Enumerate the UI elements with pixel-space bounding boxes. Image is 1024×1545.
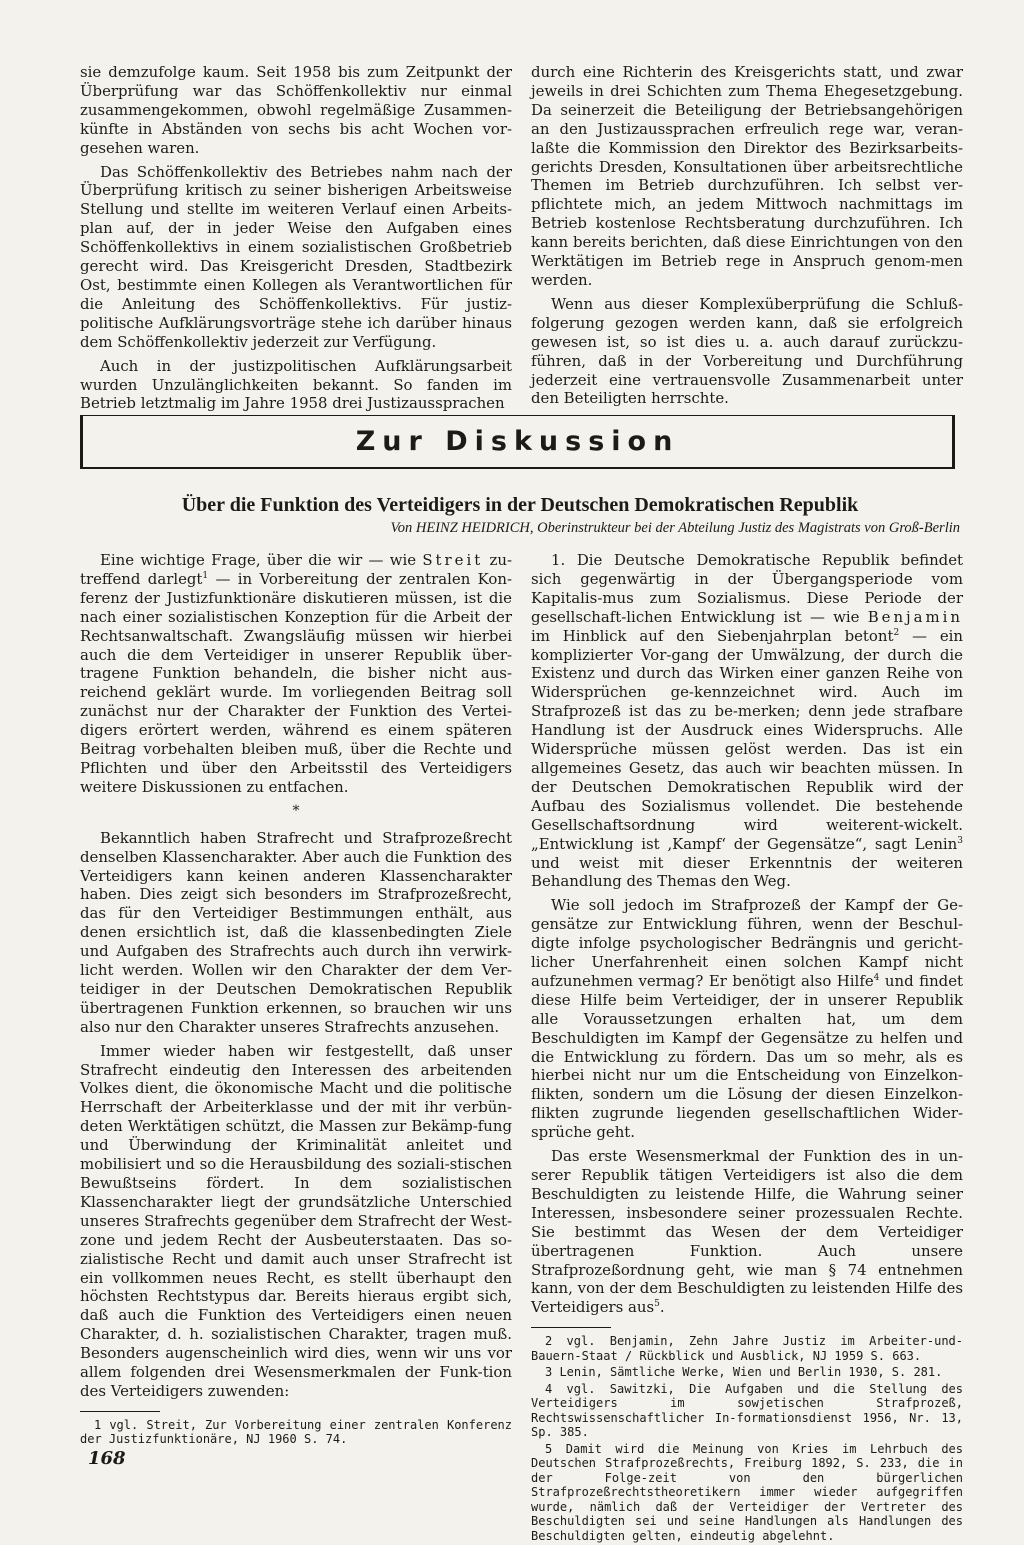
footnotes xyxy=(80,1418,512,1447)
footnote: 4 vgl. Sawitzki, Die Aufgaben und die Stellung des Verteidigers im sowjetischen Strafprozeß, Rechtswissenschaftlicher In-formationsdienst 1956, Nr. 13, Sp. 385. xyxy=(531,1381,963,1440)
paragraph: Wie soll jedoch im Strafprozeß der Kampf der Ge-gensätze zur Entwicklung führen, wenn der Beschul-digte infolge psychologischer Bedrängnis und gericht-licher Unerfahrenheit einen solchen Kampf nicht aufzunehmen vermag? Er benötigt also Hilfe$^4$ und findet diese Hilfe beim Verteidiger, der in unserer Republik alle Voraussetzungen erhalten hat, um dem Beschuldigten im Kampf der Gegensätze zu helfen und die Entwicklung zu fördern. Das um so mehr, als es hierbei nicht nur um die Entscheidung von Einzelkon-flikten, sondern um die Lösung der diesen Einzelkon-flikten zugrunde liegenden gesellschaftlichen Wider-sprüche geht. xyxy=(531,896,964,1142)
paragraph: Eine wichtige Frage, über die wir — wie Streit zu-treffend darlegt$^1$ — in Vorbereitung der zentralen Kon-ferenz der Justizfunktionäre diskutieren müssen, ist die nach einer sozialistischen Konzeption für die Arbeit der Rechtsanwaltschaft. Zwangsläufig müssen wir hierbei auch die dem Verteidiger in unserer Republik über-tragene Funktion behandeln, die bisher nicht aus-reichend geklärt wurde. Im vorliegenden Beitrag soll zunächst nur der Charakter der Funktion des Vertei-digers erörtert werden, während es einem späteren Beitrag vorbehalten bleiben muß, über die Rechte und Pflichten und über den Arbeitsstil des Verteidigers weitere Diskussionen zu entfachen. xyxy=(80,551,512,796)
footnote: 5 Damit wird die Meinung von Kries im Lehrbuch des Deutschen Strafprozeßrechts, Freiburg 1892, S. 233, die in der Folge-zeit von den bürgerlichen Strafprozeßrechtstheoretikern immer wieder aufgegriffen wurde, nämlich daß der Verteidiger der Vertreter des Beschuldigten sei und seine Handlungen als Handlungen des Beschuldigten gelten, eindeutig abgelehnt. xyxy=(531,1441,963,1543)
top-right-column xyxy=(531,63,963,413)
top-left-column xyxy=(80,63,512,418)
cited-author: Benjamin xyxy=(867,607,963,626)
footnote-marker: 2 xyxy=(893,627,900,638)
section-separator: * xyxy=(292,802,300,819)
footnote: 3 Lenin, Sämtliche Werke, Wien und Berlin 1930, S. 281. xyxy=(545,1365,943,1380)
footnote: 2 vgl. Benjamin, Zehn Jahre Justiz im Arbeiter-und-Bauern-Staat / Rückblick und Ausblick, NJ 1959 S. 663. xyxy=(531,1334,963,1363)
page-number: 168 xyxy=(88,1448,126,1469)
paragraph: Bekanntlich haben Strafrecht und Strafprozeßrecht denselben Klassencharakter. Aber auch die Funktion des Verteidigers kann keinen anderen Klassencharakter haben. Dies zeigt sich besonders im Strafprozeßrecht, das für den Verteidiger Bestimmungen enthält, aus denen ersichtlich ist, daß die klassenbedingten Ziele und Aufgaben des Strafrechts auch durch ihn verwirk-licht werden. Wollen wir den Charakter der dem Ver-teidiger in der Deutschen Demokratischen Republik übertragenen Funktion erkennen, so brauchen wir uns also nur den Charakter unseres Strafrechts anzusehen. xyxy=(80,828,512,1036)
paragraph: 1. Die Deutsche Demokratische Republik befindet sich gegenwärtig in der Übergangsperiode vom Kapitalis-mus zum Sozialismus. Diese Periode der gesellschaft-lichen Entwicklung ist — wie Benjamin im Hinblick auf den Siebenjahrplan betont$^2$ — ein komplizierter Vor-gang der Umwälzung, der durch die Existenz und durch das Wirken einer ganzen Reihe von Widersprüchen ge-kennzeichnet wird. Auch im Strafprozeß ist das zu be-merken; denn jede strafbare Handlung ist der Ausdruck eines Widerspruchs. Alle Widersprüche müssen gelöst werden. Das ist ein allgemeines Gesetz, das auch wir beachten müssen. In der Deutschen Demokratischen Republik wird der Aufbau des Sozialismus vollendet. Die bestehende Gesellschaftsordnung wird weiterent-wickelt. „Entwicklung ist ‚Kampf‘ der Gegensätze“, sagt Lenin$^3$ und weist mit dieser Erkenntnis der weiteren Behandlung des Themas den Weg. xyxy=(531,551,964,891)
article-title: Über die Funktion des Verteidigers in der Deutschen Demokratischen Republik xyxy=(181,494,859,516)
footnotes xyxy=(531,1334,963,1543)
discussion-section-banner xyxy=(80,415,955,469)
article-byline: Von HEINZ HEIDRICH, Oberinstrukteur bei der Abteilung Justiz des Magistrats von Groß-Berlin xyxy=(390,520,960,536)
article-left-column xyxy=(80,551,512,1449)
paragraph: Wenn aus dieser Komplexüberprüfung die Schluß-folgerung gezogen werden kann, daß sie erfolgreich gewesen ist, so ist dies u. a. auch darauf zurückzu-führen, daß in der Vorbereitung und Durchführung jederzeit eine vertrauensvolle Zusammenarbeit unter den Beteiligten herrschte. xyxy=(531,294,963,408)
footnote: 1 vgl. Streit, Zur Vorbereitung einer zentralen Konferenz der Justizfunktionäre, NJ 1960 S. 74. xyxy=(80,1417,512,1447)
footnote-divider xyxy=(531,1327,611,1328)
paragraph: Auch in der justizpolitischen Aufklärungsarbeit wurden Unzulänglichkeiten bekannt. So fanden im Betrieb letztmalig im Jahre 1958 drei Justizaussprachen xyxy=(80,356,512,413)
footnote-divider xyxy=(80,1411,160,1412)
article-right-column xyxy=(531,551,963,1545)
footnote-marker: 5 xyxy=(654,1299,660,1310)
footnote-marker: 1 xyxy=(202,570,209,581)
paragraph: sie demzufolge kaum. Seit 1958 bis zum Zeitpunkt der Überprüfung war das Schöffenkollektiv nur einmal zusammengekommen, obwohl regelmäßige Zusammen-künfte in Abständen von sechs bis acht Wochen vor-gesehen waren. xyxy=(80,63,512,157)
paragraph: Das erste Wesensmerkmal der Funktion des in un-serer Republik tätigen Verteidigers ist also die dem Beschuldigten zu leistende Hilfe, die Wahrung seiner Interessen, insbesondere seiner prozessualen Rechte. Sie bestimmt das Wesen der dem Verteidiger übertragenen Funktion. Auch unsere Strafprozeßordnung geht, wie man § 74 entnehmen kann, von der dem Beschuldigten zu leistenden Hilfe des Verteidigers aus$^5$. xyxy=(531,1147,963,1317)
section-heading: Zur Diskussion xyxy=(355,426,680,457)
paragraph: durch eine Richterin des Kreisgerichts statt, und zwar jeweils in drei Schichten zum Thema Ehegesetzgebung. Da seinerzeit die Beteiligung der Betriebsangehörigen an den Justizaussprachen erfreulich rege war, veran-laßte die Kommission den Direktor des Bezirksarbeits-gerichts Dresden, Konsultationen über arbeitsrechtliche Themen im Betrieb durchzuführen. Ich selbst ver-pflichtete mich, an jedem Mittwoch nachmittags im Betrieb kostenlose Rechtsberatung durchzuführen. Ich kann bereits berichten, daß diese Einrichtungen von den Werktätigen im Betrieb rege in Anspruch genom-men werden. xyxy=(531,63,963,289)
paragraph: Immer wieder haben wir festgestellt, daß unser Strafrecht eindeutig den Interessen des arbeitenden Volkes dient, die ökonomische Macht und die politische Herrschaft der Arbeiterklasse und der mit ihr verbün-deten Werktätigen schützt, die Massen zur Bekämp-fung und Überwindung der Kriminalität anleitet und mobilisiert und so die Herausbildung des soziali-stischen Bewußtseins fördert. In dem sozialistischen Klassencharakter liegt der grundsätzliche Unterschied unseres Strafrechts gegenüber dem Strafrecht der West-zone und jedem Recht der Ausbeuterstaaten. Das so-zialistische Recht und damit auch unser Strafrecht ist ein vollkommen neues Recht, es stellt überhaupt den höchsten Rechtstypus dar. Bereits hieraus ergibt sich, daß auch die Funktion des Verteidigers einen neuen Charakter, d. h. sozialistischen Charakter, tragen muß. Besonders augenscheinlich wird dies, wenn wir uns vor allem folgenden drei Wesensmerkmalen der Funk-tion des Verteidigers zuwenden: xyxy=(80,1041,512,1400)
footnote-marker: 3 xyxy=(957,835,963,846)
footnote-marker: 4 xyxy=(873,972,880,983)
paragraph: Das Schöffenkollektiv des Betriebes nahm nach der Überprüfung kritisch zu seiner bisherigen Arbeitsweise Stellung und stellte im weiteren Verlauf einen Arbeits-plan auf, der in jeder Weise den Aufgaben eines Schöffenkollektivs in einem sozialistischen Großbetrieb gerecht wird. Das Kreisgericht Dresden, Stadtbezirk Ost, bestimmte einen Kollegen als Verantwortlichen für die Anleitung des Schöffenkollektivs. Für justiz-politische Aufklärungsvorträge stehe ich darüber hinaus dem Schöffenkollektiv jederzeit zur Verfügung. xyxy=(80,162,512,351)
cited-author: Streit xyxy=(422,551,484,569)
